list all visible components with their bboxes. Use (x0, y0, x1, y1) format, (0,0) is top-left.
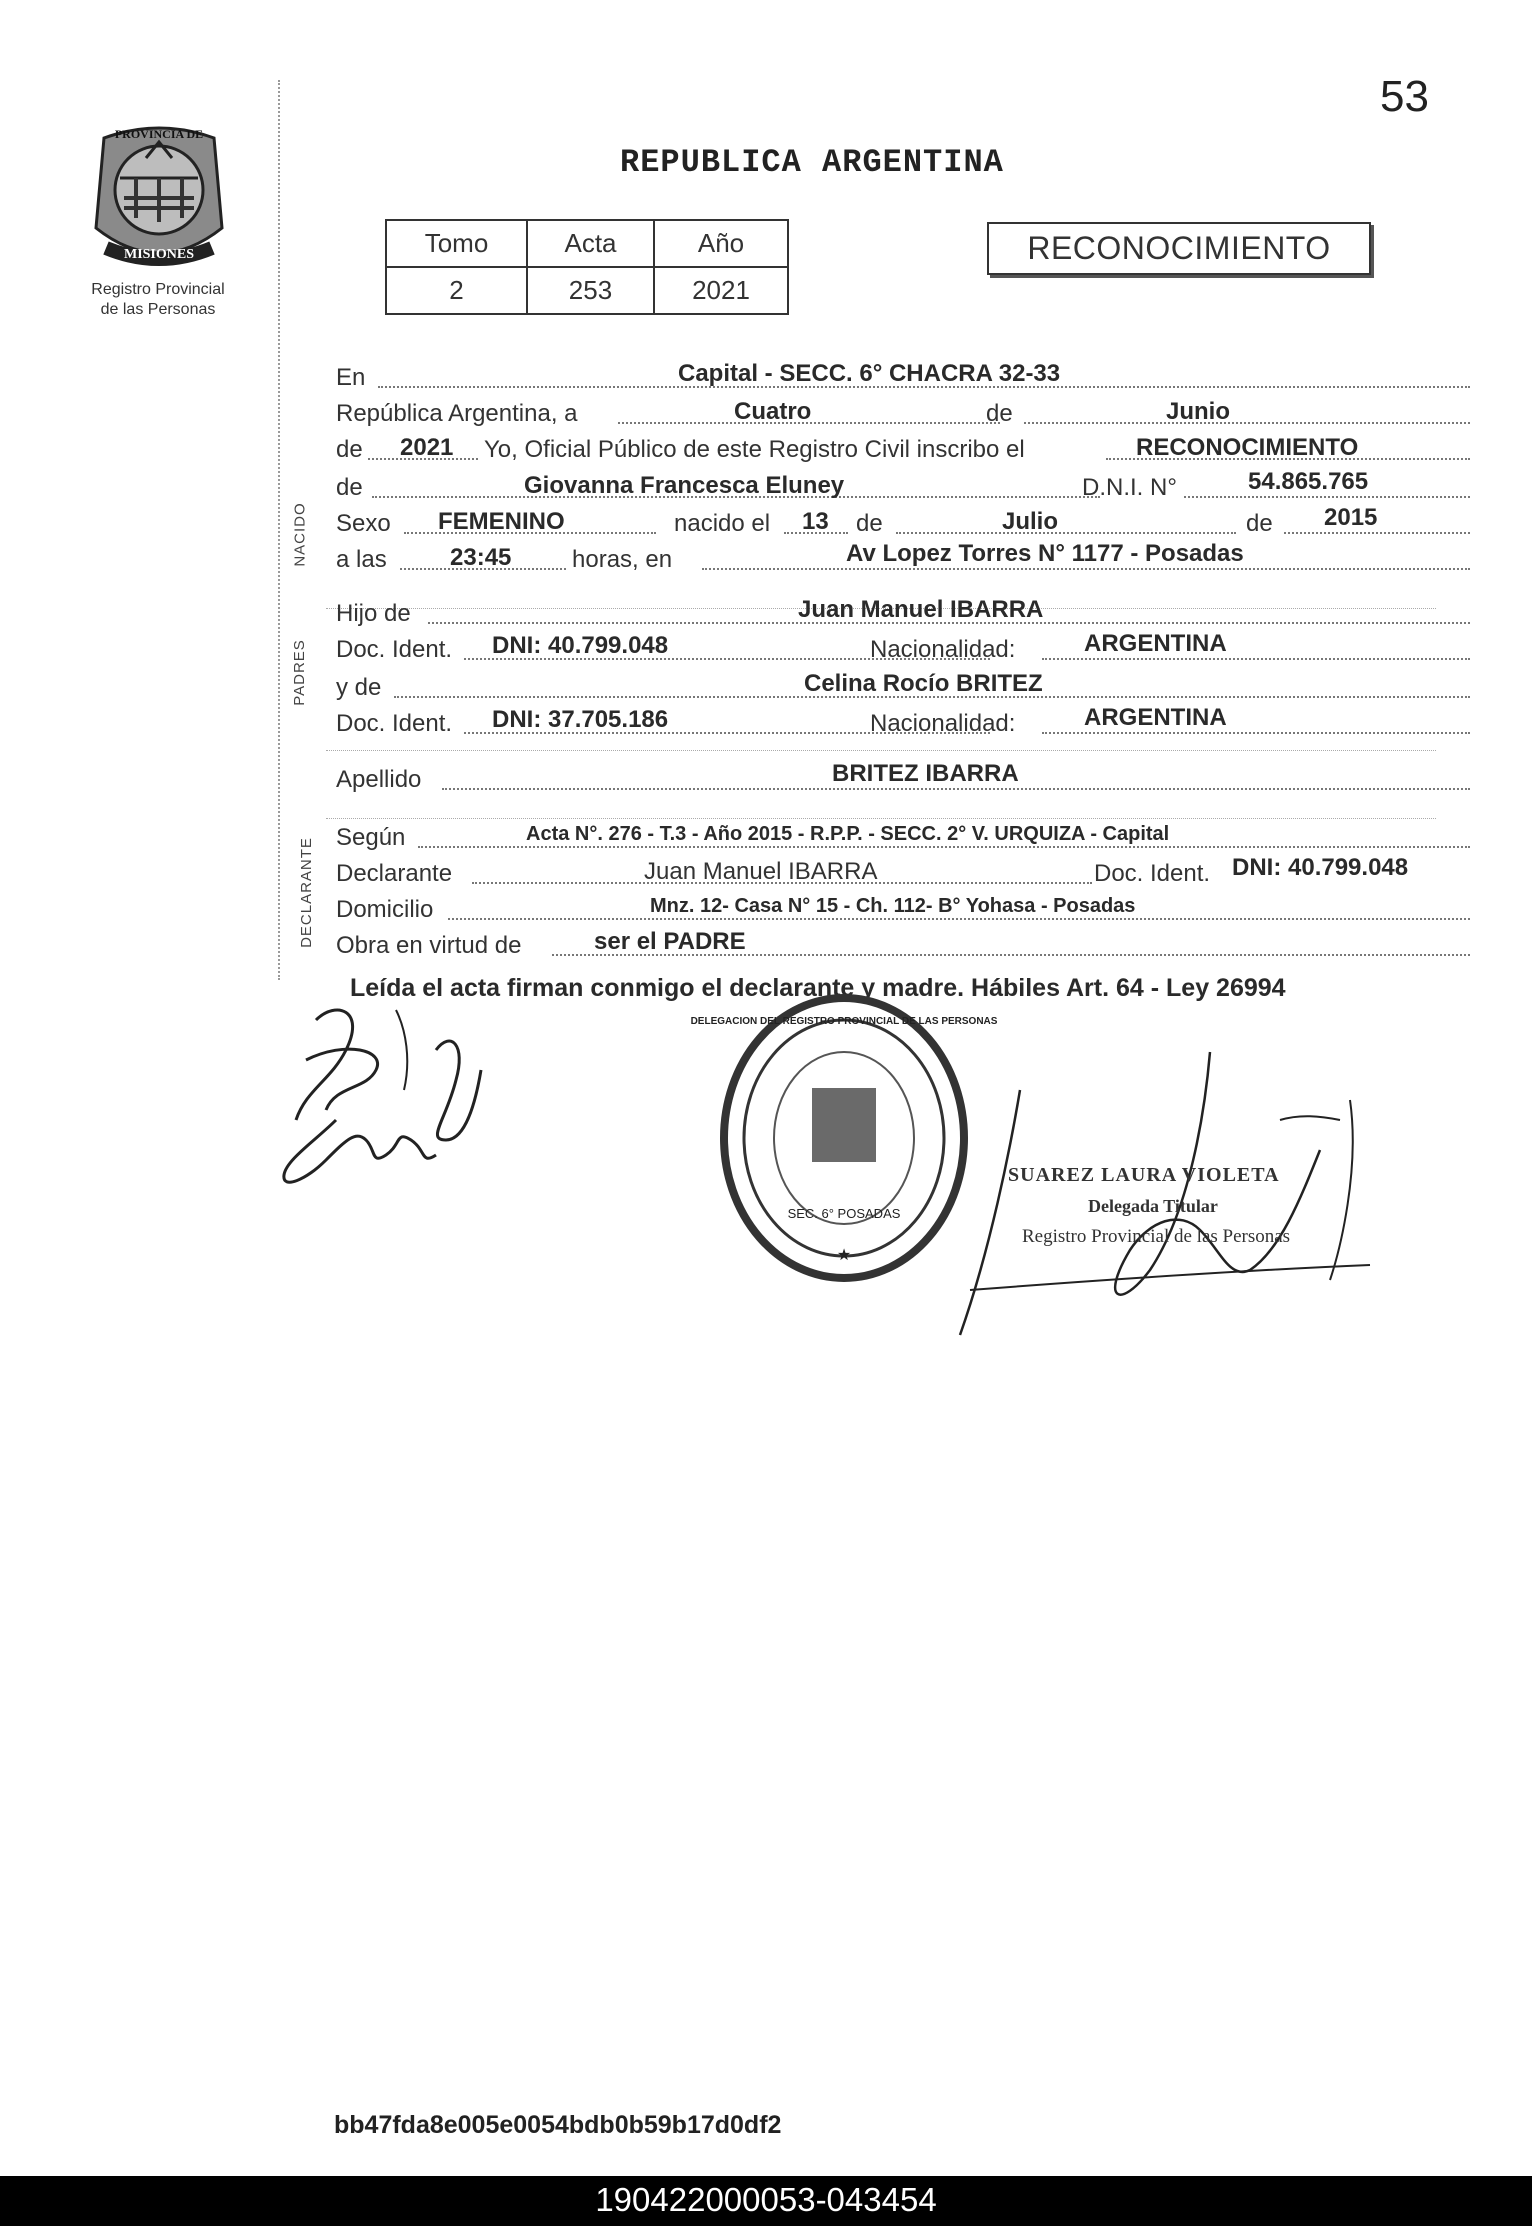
row-fecha (336, 394, 1436, 430)
label-sexo: Sexo (336, 510, 391, 537)
label-doc-ident-padre: Doc. Ident. (336, 636, 453, 663)
row-doc-madre (336, 704, 1436, 740)
seal-caption-line-2: de las Personas (100, 301, 216, 318)
official-oval-stamp (690, 988, 998, 1288)
label-en: En (336, 364, 366, 391)
label-oficial-publico: Yo, Oficial Público de este Registro Civil inscribo el (484, 436, 1025, 463)
header-anio: Año (654, 220, 788, 267)
page-number: 53 (1380, 72, 1429, 121)
row-acto (336, 430, 1436, 466)
value-nac-anio: 2015 (1324, 504, 1378, 531)
label-de-nac-anio: de (1246, 510, 1273, 537)
svg-text:★: ★ (836, 1245, 852, 1264)
value-acto: RECONOCIMIENTO (1136, 434, 1359, 461)
stamp-inner-text: SEC. 6° POSADAS (787, 1206, 901, 1221)
row-en (336, 358, 1436, 394)
seal-top-text: PROVINCIA DE (114, 127, 204, 141)
section-divider-padres (326, 750, 1436, 751)
closing-statement: Leída el acta firman conmigo el declarante y madre. Hábiles Art. 64 - Ley 26994 (350, 974, 1286, 1002)
document-type-box: RECONOCIMIENTO (987, 222, 1371, 275)
official-signature (950, 1050, 1380, 1340)
footer-code: 190422000053-043454 (595, 2181, 937, 2218)
dotted-line (448, 918, 1470, 920)
value-doc-declarante: DNI: 40.799.048 (1232, 854, 1409, 881)
value-obra: ser el PADRE (594, 928, 746, 955)
value-nacionalidad-padre: ARGENTINA (1084, 630, 1227, 657)
row-apellido (336, 760, 1436, 796)
dotted-line (1042, 658, 1470, 660)
dotted-line (1284, 532, 1470, 534)
value-nac-mes: Julio (1002, 508, 1059, 535)
label-de-nombre: de (336, 474, 363, 501)
dotted-line (896, 532, 1236, 534)
value-segun: Acta N°. 276 - T.3 - Año 2015 - R.P.P. - SECC. 2° V. URQUIZA - Capital (526, 823, 1170, 845)
value-doc-madre: DNI: 37.705.186 (492, 706, 669, 733)
row-domicilio (336, 890, 1436, 926)
label-nacido-el: nacido el (674, 510, 771, 537)
label-apellido: Apellido (336, 766, 422, 793)
value-sexo: FEMENINO (438, 508, 565, 535)
value-madre: Celina Rocío BRITEZ (804, 670, 1043, 697)
value-nombre: Giovanna Francesca Eluney (524, 472, 845, 499)
label-hijo-de: Hijo de (336, 600, 411, 627)
seal-caption-line-1: Registro Provincial (91, 281, 225, 298)
margin-rule (278, 80, 280, 980)
row-obra (336, 926, 1436, 962)
label-domicilio: Domicilio (336, 896, 434, 923)
label-de-anio: de (336, 436, 363, 463)
seal-bottom-text: MISIONES (123, 247, 195, 262)
label-doc-ident-declarante: Doc. Ident. (1094, 860, 1211, 887)
row-hora-lugar (336, 540, 1436, 576)
value-anio-registro: 2021 (400, 434, 454, 461)
dotted-line (442, 788, 1470, 790)
label-declarante: Declarante (336, 860, 453, 887)
document-title: REPUBLICA ARGENTINA (620, 144, 1004, 181)
seal-caption (60, 280, 256, 320)
side-label-padres: PADRES (290, 639, 308, 706)
value-acta: 253 (527, 267, 654, 314)
value-dni: 54.865.765 (1248, 468, 1369, 495)
declarant-signature (276, 990, 506, 1210)
label-a-las: a las (336, 546, 387, 573)
label-de-mes: de (986, 400, 1013, 427)
value-nac-dia: 13 (802, 508, 829, 535)
side-label-declarante: DECLARANTE (297, 837, 315, 948)
value-hora: 23:45 (450, 544, 512, 571)
stamp-official-name: SUAREZ LAURA VIOLETA (1008, 1164, 1280, 1186)
stamp-ring-text: DELEGACION DEL REGISTRO PROVINCIAL DE LAS PERSONAS (690, 1016, 998, 1027)
dotted-line (1184, 496, 1470, 498)
dotted-line (418, 846, 1470, 848)
value-lugar-registro: Capital - SECC. 6° CHACRA 32-33 (678, 360, 1061, 387)
value-lugar-nacimiento: Av Lopez Torres N° 1177 - Posadas (846, 540, 1244, 567)
header-tomo: Tomo (386, 220, 527, 267)
value-declarante: Juan Manuel IBARRA (644, 858, 878, 885)
row-doc-padre (336, 630, 1436, 666)
row-madre (336, 668, 1436, 704)
value-domicilio: Mnz. 12- Casa N° 15 - Ch. 112- B° Yohasa - Posadas (650, 895, 1136, 917)
acta-table-header-row (386, 220, 788, 267)
dotted-line (1024, 422, 1470, 424)
dotted-line (702, 568, 1470, 570)
label-nacionalidad-madre: Nacionalidad: (870, 710, 1016, 737)
value-apellido: BRITEZ IBARRA (832, 760, 1019, 787)
row-segun (336, 818, 1436, 854)
value-mes: Junio (1166, 398, 1230, 425)
row-padre (336, 594, 1436, 630)
label-segun: Según (336, 824, 406, 851)
acta-table-value-row (386, 267, 788, 314)
dotted-line (1042, 732, 1470, 734)
label-republica: República Argentina, a (336, 400, 578, 427)
label-obra-en-virtud: Obra en virtud de (336, 932, 522, 959)
value-nacionalidad-madre: ARGENTINA (1084, 704, 1227, 731)
stamp-official-org: Registro Provincial de las Personas (1022, 1226, 1291, 1247)
label-nacionalidad-padre: Nacionalidad: (870, 636, 1016, 663)
label-y-de: y de (336, 674, 382, 701)
value-padre: Juan Manuel IBARRA (798, 596, 1044, 623)
label-de-nac-mes: de (856, 510, 883, 537)
label-horas-en: horas, en (572, 546, 673, 573)
label-doc-ident-madre: Doc. Ident. (336, 710, 453, 737)
provincial-seal-logo (84, 118, 234, 278)
row-sexo (336, 504, 1436, 540)
row-declarante (336, 854, 1436, 890)
header-acta: Acta (527, 220, 654, 267)
stamp-official-role: Delegada Titular (1088, 1196, 1218, 1216)
value-doc-padre: DNI: 40.799.048 (492, 632, 669, 659)
value-tomo: 2 (386, 267, 527, 314)
value-anio: 2021 (654, 267, 788, 314)
acta-reference-table (385, 219, 789, 315)
value-dia: Cuatro (734, 398, 812, 425)
side-label-nacido: NACIDO (291, 502, 309, 567)
document-hash: bb47fda8e005e0054bdb0b59b17d0df2 (334, 2111, 782, 2139)
label-dni: D.N.I. N° (1082, 474, 1177, 501)
row-nombre (336, 468, 1436, 504)
